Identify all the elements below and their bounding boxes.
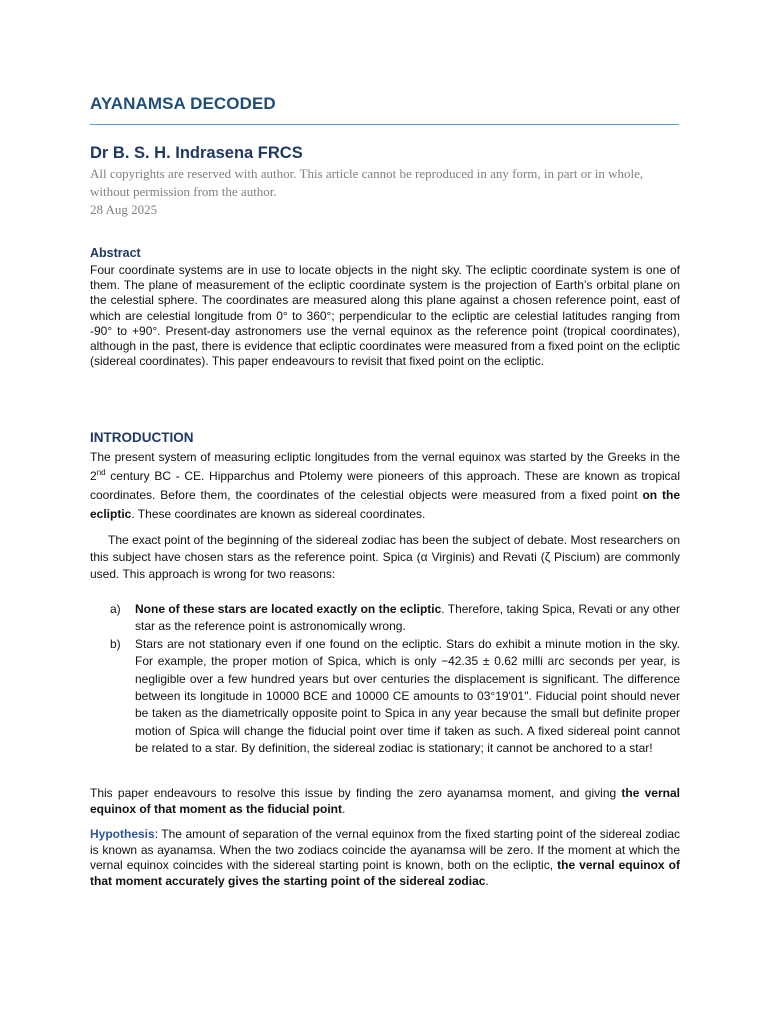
hypothesis-paragraph — [90, 827, 680, 889]
introduction-paragraph-1 — [90, 448, 680, 524]
intro-p1-text-c: . These coordinates are known as sidereal coordinates. — [131, 507, 426, 521]
hypothesis-bold: the vernal equinox of that moment accurately gives the starting point of the sidereal zodiac — [90, 858, 680, 888]
hypothesis-text-c: . — [485, 873, 489, 888]
introduction-heading: INTRODUCTION — [90, 430, 194, 445]
hypothesis-label: Hypothesis — [90, 827, 155, 841]
intro-p1-text-b: century BC - CE. Hipparchus and Ptolemy were pioneers of this approach. These are known as tropical coordinates. Before them, the coordinates of the celestial objects were measured from a fixed point — [90, 469, 680, 502]
intro-p1-bold: on the ecliptic — [90, 488, 680, 521]
reasons-list — [110, 601, 680, 758]
author-name: Dr B. S. H. Indrasena FRCS — [90, 144, 303, 162]
copyright-notice — [90, 165, 680, 219]
intro-p1-superscript: nd — [96, 468, 106, 477]
list-item-bold: None of these stars are located exactly on the ecliptic — [135, 602, 442, 616]
list-item-text: . Therefore, taking Spica, Revati or any other star as the reference point is astronomically wrong. — [135, 602, 680, 634]
title-divider — [90, 124, 679, 125]
list-item — [110, 636, 680, 758]
abstract-paragraph: Four coordinate systems are in use to locate objects in the night sky. The ecliptic coordinate system is one of them. The plane of measurement of the ecliptic coordinate system is the projection of Earth’s orbital plane on the celestial sphere. The coordinates are measured along this plane against a chosen reference point, east of which are celestial longitude from 0° to 360°; perpendicular to the ecliptic are celestial latitudes ranging from -90° to +90°. Present-day astronomers use the vernal equinox as the reference point (tropical coordinates), although in the past, there is evidence that ecliptic coordinates were measured from a fixed point on the ecliptic (sidereal coordinates). This paper endeavours to revisit that fixed point on the ecliptic. — [90, 263, 680, 369]
list-marker: a) — [110, 602, 121, 616]
list-item — [110, 601, 680, 636]
introduction-paragraph-2: The exact point of the beginning of the sidereal zodiac has been the subject of debate. Most researchers on this subject have chosen stars as the reference point. Spica (α Virginis) and Revati (ζ Piscium) are commonly used. This approach is wrong for two reasons: — [90, 533, 680, 581]
copyright-text: All copyrights are reserved with author. This article cannot be reproduced in any form, in part or in whole, without permission from the author. — [90, 166, 644, 199]
publication-date: 28 Aug 2025 — [90, 202, 158, 217]
resolution-bold: the vernal equinox of that moment as the fiducial point — [90, 786, 680, 816]
abstract-heading: Abstract — [90, 246, 141, 260]
intro-p1-text-a: The present system of measuring ecliptic longitudes from the vernal equinox was started by the Greeks in the 2 — [90, 450, 680, 483]
resolution-text-c: . — [342, 801, 346, 816]
hypothesis-text-a: : The amount of separation of the vernal equinox from the fixed starting point of the sidereal zodiac is known as ayanamsa. When the two zodiacs coincide the ayanamsa will be zero. If the moment at which the vernal equinox coincides with the sidereal starting point is known, both on the ecliptic, — [90, 827, 680, 872]
list-item-text: Stars are not stationary even if one found on the ecliptic. Stars do exhibit a minute motion in the sky. For example, the proper motion of Spica, which is only −42.35 ± 0.62 milli arc seconds per year, is negligible over a few hundred years but over centuries the displacement is significant. The difference between its longitude in 10000 BCE and 10000 CE amounts to 03°19'01". Fiducial point should never be taken as the diametrically opposite point to Spica in any year because the small but definite proper motion of Spica will change the fiducial point over time if taken as such. A fixed sidereal point cannot be related to a star. By definition, the sidereal zodiac is stationary; it cannot be anchored to a star! — [135, 636, 680, 756]
resolution-text-a: This paper endeavours to resolve this issue by finding the zero ayanamsa moment, and giving — [90, 786, 622, 800]
resolution-paragraph — [90, 786, 680, 817]
list-marker: b) — [110, 636, 121, 651]
document-title: AYANAMSA DECODED — [90, 94, 276, 113]
